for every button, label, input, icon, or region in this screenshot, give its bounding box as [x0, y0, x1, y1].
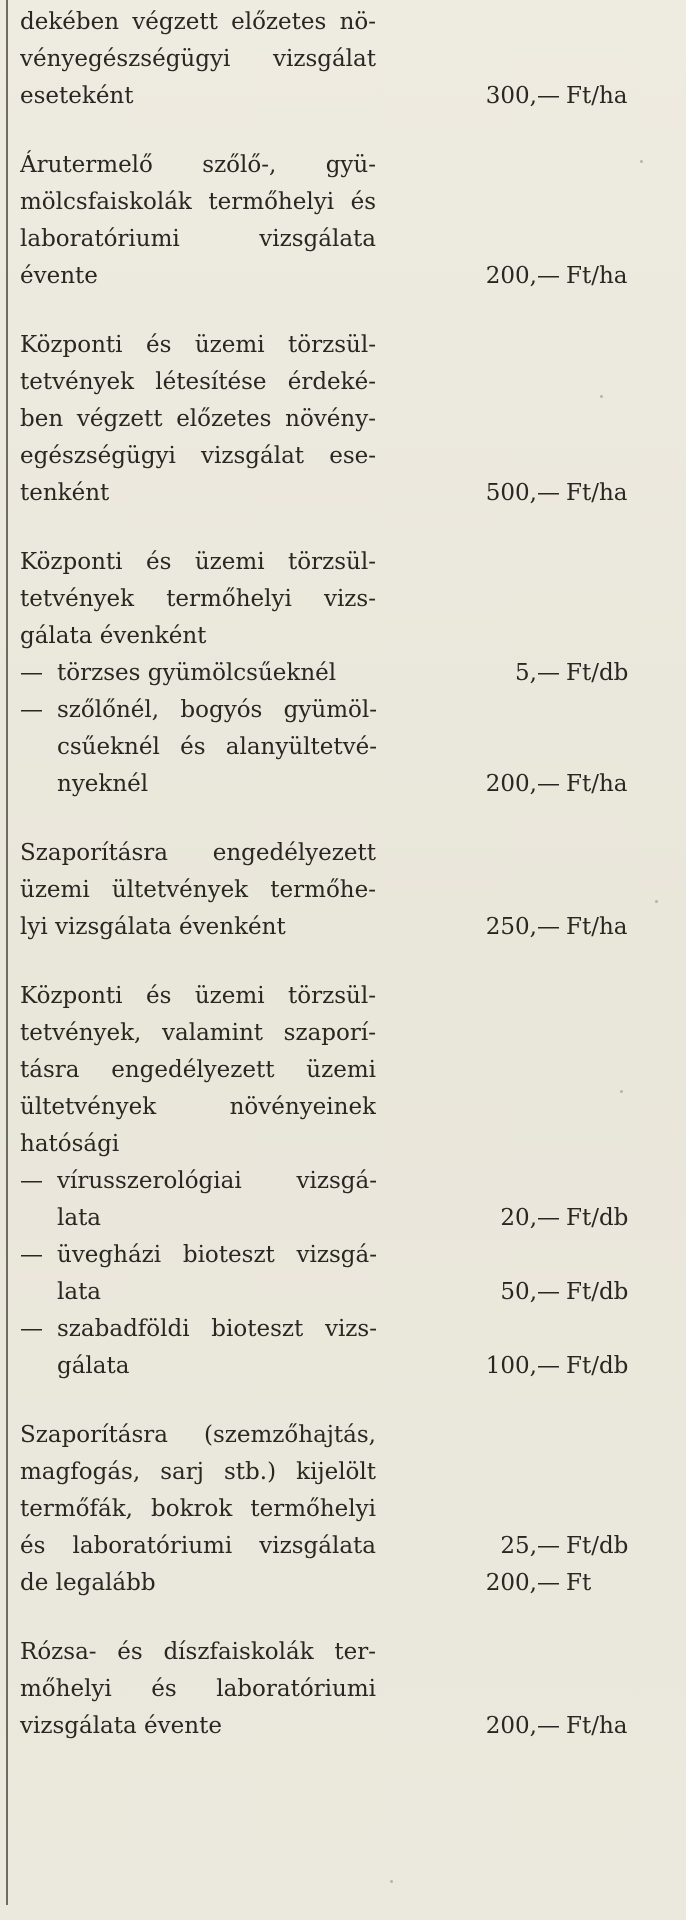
entry-line: [0, 1311, 686, 1348]
entry-line: [0, 327, 686, 364]
entry-text: hatósági: [20, 1131, 120, 1157]
fee-unit: Ft/db: [566, 660, 629, 686]
fee-amount: 200,—: [485, 1713, 560, 1739]
paper-speck: [655, 900, 658, 903]
fee-entry: [0, 327, 686, 512]
entry-text: Szaporításra engedélyezett: [20, 840, 376, 866]
paper-speck: [640, 160, 643, 163]
entry-line: [0, 1417, 686, 1454]
entry-text: és laboratóriumi vizsgálata: [20, 1533, 376, 1559]
entry-line: [0, 1491, 686, 1528]
entry-text: lata: [57, 1279, 102, 1305]
paper-speck: [390, 1880, 393, 1883]
entry-line: [0, 1015, 686, 1052]
entry-text: vírusszerológiai vizsgá-: [57, 1168, 377, 1194]
entry-text: Szaporításra (szemzőhajtás,: [20, 1422, 376, 1448]
entry-text: csűeknél és alanyültetvé-: [57, 734, 377, 760]
entry-text: tenként: [20, 480, 110, 506]
entry-line: [0, 1163, 686, 1200]
fee-amount: 250,—: [485, 914, 560, 940]
list-dash: —: [20, 1242, 43, 1268]
fee-unit: Ft/ha: [566, 1713, 628, 1739]
entry-text: évente: [20, 263, 98, 289]
fee-unit: Ft/ha: [566, 480, 628, 506]
paper-speck: [600, 395, 603, 398]
entry-text: egészségügyi vizsgálat ese-: [20, 443, 376, 469]
entry-line: [0, 872, 686, 909]
fee-entry: [0, 978, 686, 1385]
entry-text: Rózsa- és díszfaiskolák ter-: [20, 1639, 376, 1665]
entry-line: [0, 401, 686, 438]
entry-text: Központi és üzemi törzsül-: [20, 332, 376, 358]
entry-text: tetvények létesítése érdeké-: [20, 369, 376, 395]
entry-text: szabadföldi bioteszt vizs-: [57, 1316, 377, 1342]
entry-line: [0, 835, 686, 872]
fee-entry: [0, 544, 686, 803]
entry-line: [0, 147, 686, 184]
entry-text: üvegházi bioteszt vizsgá-: [57, 1242, 377, 1268]
entry-line: [0, 618, 686, 655]
entry-line: [0, 1089, 686, 1126]
entry-text: gálata évenként: [20, 623, 207, 649]
entry-text: termőfák, bokrok termőhelyi: [20, 1496, 376, 1522]
fee-amount: 5,—: [515, 660, 560, 686]
fee-amount: 500,—: [485, 480, 560, 506]
entry-line: [0, 364, 686, 401]
entry-line: [0, 1454, 686, 1491]
entry-line: [0, 1528, 686, 1565]
entry-text: Árutermelő szőlő-, gyü-: [20, 152, 376, 178]
entry-line: [0, 1671, 686, 1708]
entry-line: [0, 1348, 686, 1385]
entry-text: eseteként: [20, 83, 134, 109]
fee-entry: [0, 147, 686, 295]
list-dash: —: [20, 1316, 43, 1342]
entry-line: [0, 766, 686, 803]
entry-text: vényegészségügyi vizsgálat: [20, 46, 376, 72]
entry-text: szőlőnél, bogyós gyümöl-: [57, 697, 377, 723]
entry-text: dekében végzett előzetes nö-: [20, 9, 376, 35]
entry-text: lata: [57, 1205, 102, 1231]
fee-unit: Ft/ha: [566, 263, 628, 289]
fee-amount: 200,—: [485, 263, 560, 289]
entry-text: Központi és üzemi törzsül-: [20, 549, 376, 575]
fee-unit: Ft/db: [566, 1353, 629, 1379]
entry-text: Központi és üzemi törzsül-: [20, 983, 376, 1009]
fee-entry: [0, 4, 686, 115]
fee-unit: Ft/ha: [566, 83, 628, 109]
fee-unit: Ft/db: [566, 1205, 629, 1231]
list-dash: —: [20, 1168, 43, 1194]
entry-text: üzemi ültetvények termőhe-: [20, 877, 376, 903]
entry-line: [0, 258, 686, 295]
fee-unit: Ft/db: [566, 1533, 629, 1559]
entry-text: mölcsfaiskolák termőhelyi és: [20, 189, 376, 215]
entry-line: [0, 544, 686, 581]
entry-line: [0, 1052, 686, 1089]
entry-line: [0, 1237, 686, 1274]
entry-line: [0, 729, 686, 766]
entry-text: törzses gyümölcsűeknél: [57, 660, 337, 686]
entry-line: [0, 184, 686, 221]
fee-amount: 100,—: [485, 1353, 560, 1379]
entry-line: [0, 581, 686, 618]
entry-line: [0, 692, 686, 729]
list-dash: —: [20, 660, 43, 686]
entry-line: [0, 1200, 686, 1237]
entry-line: [0, 655, 686, 692]
fee-unit: Ft/ha: [566, 771, 628, 797]
entry-text: laboratóriumi vizsgálata: [20, 226, 376, 252]
entry-line: [0, 1126, 686, 1163]
entry-text: gálata: [57, 1353, 130, 1379]
fee-entries-list: [0, 4, 686, 1745]
fee-entry: [0, 1634, 686, 1745]
entry-line: [0, 438, 686, 475]
entry-text: tetvények, valamint szaporí-: [20, 1020, 376, 1046]
fee-amount: 20,—: [500, 1205, 560, 1231]
entry-text: ben végzett előzetes növény-: [20, 406, 376, 432]
entry-text: mőhelyi és laboratóriumi: [20, 1676, 376, 1702]
entry-line: [0, 475, 686, 512]
fee-entry: [0, 835, 686, 946]
entry-text: vizsgálata évente: [20, 1713, 222, 1739]
fee-unit: Ft: [566, 1570, 592, 1596]
entry-text: tásra engedélyezett üzemi: [20, 1057, 376, 1083]
entry-line: [0, 978, 686, 1015]
entry-text: lyi vizsgálata évenként: [20, 914, 286, 940]
entry-line: [0, 1634, 686, 1671]
entry-text: de legalább: [20, 1570, 156, 1596]
entry-line: [0, 41, 686, 78]
list-dash: —: [20, 697, 43, 723]
fee-amount: 25,—: [500, 1533, 560, 1559]
fee-unit: Ft/ha: [566, 914, 628, 940]
entry-text: magfogás, sarj stb.) kijelölt: [20, 1459, 376, 1485]
entry-text: ültetvények növényeinek: [20, 1094, 376, 1120]
fee-amount: 200,—: [485, 1570, 560, 1596]
entry-line: [0, 221, 686, 258]
entry-text: tetvények termőhelyi vizs-: [20, 586, 376, 612]
fee-amount: 200,—: [485, 771, 560, 797]
entry-line: [0, 4, 686, 41]
entry-line: [0, 1708, 686, 1745]
entry-line: [0, 78, 686, 115]
fee-unit: Ft/db: [566, 1279, 629, 1305]
paper-speck: [620, 1090, 623, 1093]
fee-entry: [0, 1417, 686, 1602]
entry-line: [0, 1565, 686, 1602]
entry-line: [0, 1274, 686, 1311]
fee-amount: 300,—: [485, 83, 560, 109]
entry-line: [0, 909, 686, 946]
entry-text: nyeknél: [57, 771, 149, 797]
fee-amount: 50,—: [500, 1279, 560, 1305]
